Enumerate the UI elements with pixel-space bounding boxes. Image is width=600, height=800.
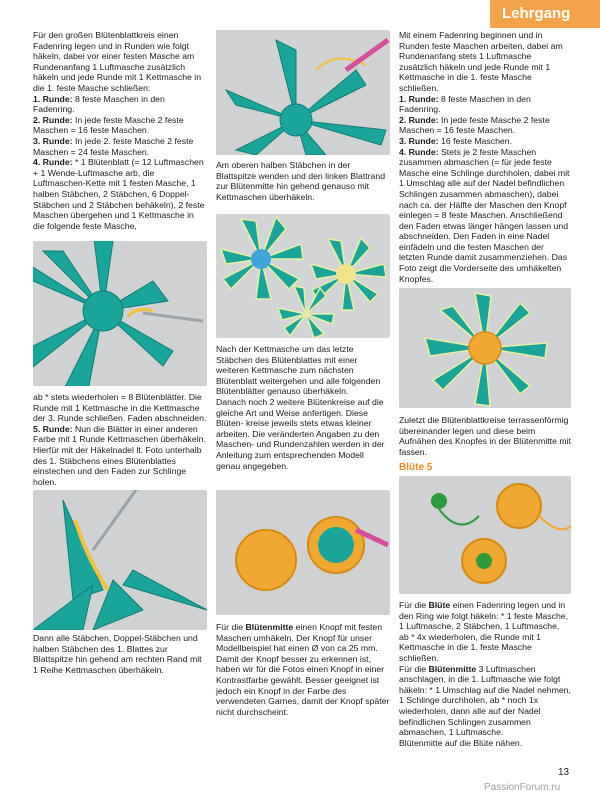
photo-1-image: [33, 241, 207, 386]
paragraph-text: 3 Luftmaschen anschlagen, in die 1. Luftmasche wie folgt häkeln: * 1 Umschlag auf die Nadel nehmen, 1 Schlinge durchholen, ab * noch 1x wiederholen, dann alle auf der Nadel befindlichen Schlingen zusammen abmaschen, 1 Luftmasche.: [399, 663, 571, 738]
photo-3-image: [216, 30, 390, 155]
photo-2-image: [33, 490, 207, 630]
paragraph-text: * 1 Blütenblatt (= 12 Luftmaschen + 1 Wende-Luftmasche arb, die Luftmaschen-Kette mit 1 festen Masche, 1 halben Stäbchen, 2 Stäbchen, 6 Doppel-Stäbchen und 2 Stäbchen behäkeln), 2 feste Maschen übergehen und 1 Kettmasche in die folgende feste Masche,: [33, 157, 205, 231]
paragraph-text: In jede feste Masche 2 feste Maschen = 16 feste Maschen.: [33, 114, 184, 136]
photo-button-crochet: [216, 490, 390, 615]
paragraph-text: ab * stets wiederholen = 8 Blütenblätter. Die Runde mit 1 Kettmasche in die Kettmasche der 3. Runde schließen. Faden abschneiden.: [33, 392, 207, 424]
round-label: 2. Runde:: [33, 114, 73, 125]
paragraph-text: Mit einem Fadenring beginnen und in Runden feste Maschen arbeiten, dabei am Rundenanfang stets 1 Luftmasche zusätzlich häkeln und jede Runde mit 1 Kettmasche in die 1. feste Masche schließen.: [399, 30, 563, 93]
photo-crochet-petals-2: [33, 490, 207, 630]
paragraph-text: Nun die Blätter in einer anderen Farbe mit 1 Runde Kettmaschen überhäkeln. Hierfür mit der Häkelnadel lt. Foto unterhalb des 1. Stäbchens eines Blütenblattes einstechen und den Faden zur Schlinge holen.: [33, 423, 206, 487]
paragraph-text: Für die: [399, 663, 429, 674]
bold-term: Blüte: [428, 600, 451, 610]
paragraph-text: 16 feste Maschen.: [438, 135, 512, 146]
photo-crochet-petal-edge: [216, 30, 390, 155]
paragraph-text: Für die: [399, 600, 429, 610]
paragraph-text: einen Fadenring legen und in den Ring wie folgt häkeln: * 1 feste Masche, 1 Luftmasche, 2 Stäbchen, 1 Luftmasche, ab * 4x wiederholen, die Runde mit 1 Kettmasche in die 1. feste Masche schließen.: [399, 600, 569, 663]
paragraph-text: Blütenmitte auf die Blüte nähen.: [399, 737, 523, 748]
paragraph: [33, 136, 207, 157]
round-label: 4. Runde:: [33, 157, 73, 168]
section-tab: Lehrgang: [490, 0, 600, 28]
col1-text-bottom: Dann alle Stäbchen, Doppel-Stäbchen und halben Stäbchen des 1. Blattes zur Blattspitze hin gehend am rechten Rand mit 1 Reihe Kettmaschen überhäkeln.: [33, 633, 202, 675]
paragraph-text: 8 feste Maschen in den Fadenring.: [33, 93, 165, 115]
paragraph: [399, 147, 571, 285]
photo-bluete-5: [399, 476, 571, 594]
bold-term: Blütenmitte: [428, 663, 477, 674]
photo-4-image: [216, 214, 390, 338]
paragraph: [399, 738, 571, 749]
photo-7-image: [399, 476, 571, 594]
col3-text-bottom: [399, 600, 571, 748]
col3-text-mid: Zuletzt die Blütenblattkreise terrassenförmig übereinander legen und diese beim Aufnähen des Knopfes in der Blütenmitte mit fassen.: [399, 415, 571, 457]
paragraph-text: Stets je 2 feste Maschen zusammen abmaschen (= für jede feste Masche eine Schlinge durchholen, dabei mit 1 Umschlag alle auf der Nadel befindlichen Schlingen zusammen abmaschen), dabei nach ca. der Hälfte der Maschen den Knopf einlegen = 8 feste Maschen. Anschließend den Faden etwas länger hängen lassen und abschneiden. Den Faden in eine Nadel einfädeln und die festen Maschen der letzten Runde damit zusammenziehen. Das Foto zeigt die Vorderseite des umhäkelten Knopfes.: [399, 146, 570, 284]
photo-5-image: [216, 490, 390, 615]
photo-crochet-petals-1: [33, 241, 207, 386]
paragraph: [399, 94, 571, 115]
paragraph-text: 8 feste Maschen in den Fadenring.: [399, 93, 531, 115]
page-number: 13: [558, 767, 570, 778]
paragraph: [33, 424, 207, 488]
paragraph: [399, 115, 571, 136]
paragraph: [33, 94, 207, 115]
col2-text-bottom: Für die Blütenmitte einen Knopf mit festen Maschen umhäkeln. Der Knopf für unser Modellbeispiel hat einen Ø von ca 25 mm. Damit der Knopf besser zu erkennen ist, haben wir für die Fotos einen Knopf in einer Kontrastfarbe gewählt. Besser geeignet ist jedoch ein Knopf in der Farbe des verwendeten Garnes, damit der Knopf später nicht durchscheint.: [216, 622, 390, 717]
round-label: 1. Runde:: [33, 93, 73, 104]
col3-text-top: [399, 30, 571, 284]
photo-three-flowers: [216, 214, 390, 338]
round-label: 2. Runde:: [399, 114, 439, 125]
paragraph: [399, 136, 571, 147]
paragraph-text: In jede 2. feste Masche 2 feste Maschen = 24 feste Maschen.: [33, 135, 194, 157]
round-label: 4. Runde:: [399, 146, 439, 157]
paragraph: [33, 392, 207, 424]
paragraph-text: In jede feste Masche 2 feste Maschen = 16 feste Maschen.: [399, 114, 550, 136]
col1-text-top: [33, 30, 207, 231]
paragraph-text: Für den großen Blütenblattkreis einen Fadenring legen und in Runden wie folgt häkeln, dabei vor einer festen Masche am Rundenanfang 1 Luftmasche zusätzlich häkeln und jede Runde mit 1 Kettmasche in die 1. feste Masche schließen:: [33, 30, 202, 93]
round-label: 5. Runde:: [33, 423, 73, 434]
paragraph: [33, 115, 207, 136]
col2-text-top: Am oberen halben Stäbchen in der Blattspitze wenden und den linken Blattrand zur Blütenmitte hin gehend genauso mit Kettmaschen überhäkeln.: [216, 160, 386, 202]
photo-finished-flower: [399, 288, 571, 408]
paragraph: Nach der Kettmasche um das letzte Stäbchen des Blütenblattes mit einer weiteren Kettmasche zum nächsten Blütenblatt weitergehen und alle folgenden Blütenblätter genauso überhäkeln.: [216, 344, 381, 397]
photo-6-image: [399, 288, 571, 408]
heading-bluete-5: Blüte 5: [399, 462, 433, 473]
paragraph: [33, 30, 207, 94]
paragraph: [33, 157, 207, 231]
paragraph: [399, 600, 571, 664]
paragraph: [399, 30, 571, 94]
round-label: 3. Runde:: [33, 135, 73, 146]
round-label: 1. Runde:: [399, 93, 439, 104]
paragraph: [399, 664, 571, 738]
paragraph: Danach noch 2 weitere Blütenkreise auf die gleiche Art und Weise anfertigen. Diese Blüten- kreise jeweils stets etwas kleiner arbeiten. Die veränderten Angaben zu den Maschen- und Rundenzahlen werden in der Anleitung zum entsprechenden Modell genau angegeben.: [216, 396, 385, 471]
watermark: PassionForum.ru: [484, 782, 561, 793]
col2-text-mid: [216, 344, 390, 471]
round-label: 3. Runde:: [399, 135, 439, 146]
col1-text-mid: [33, 392, 207, 487]
